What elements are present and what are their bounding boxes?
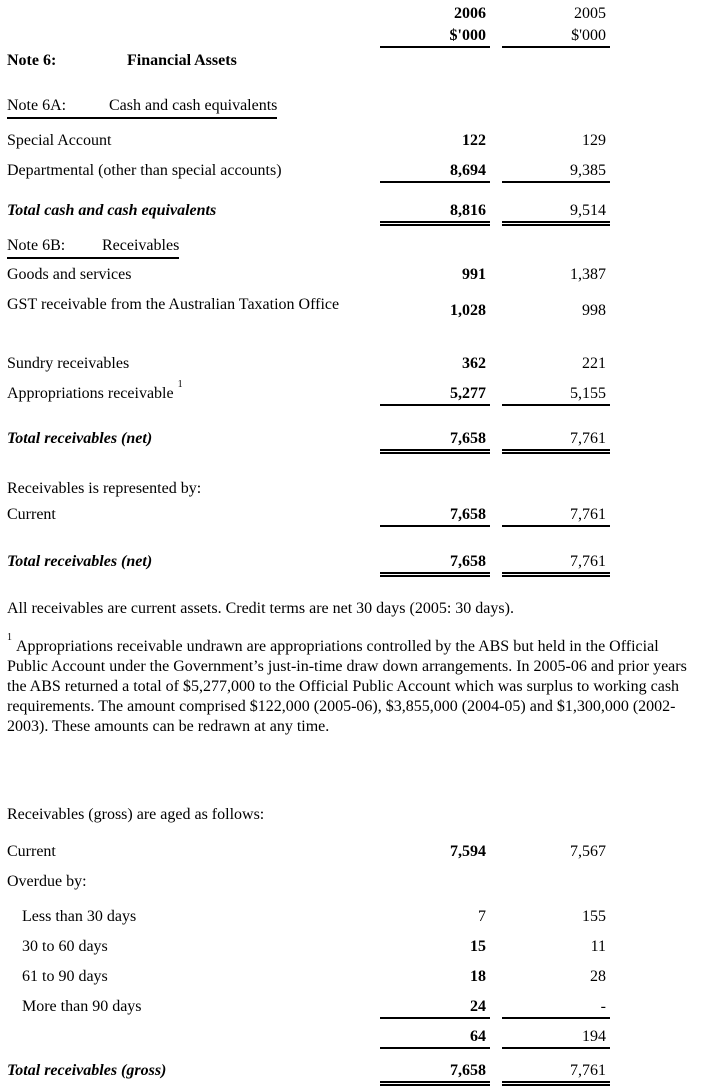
- table-row-total-receivables-net: [0, 429, 714, 454]
- table-row-30-to-60-days: [0, 937, 714, 957]
- column-header-2005: 2005: [574, 5, 606, 22]
- value-2005: 7,761: [502, 429, 610, 454]
- table-row-less-than-30-days: [0, 907, 714, 927]
- row-label: Total receivables (gross): [7, 1062, 167, 1079]
- value-2006: 7,658: [380, 429, 490, 454]
- row-label: 61 to 90 days: [22, 968, 108, 985]
- footnote-paragraph: [7, 631, 702, 737]
- row-label: Less than 30 days: [22, 908, 137, 925]
- note6b-heading: [0, 236, 714, 259]
- row-label: Current: [7, 506, 56, 523]
- table-row-gst-receivable: [0, 295, 714, 319]
- value-2005: 7,567: [570, 843, 606, 860]
- note6-label: Note 6:: [7, 52, 57, 69]
- value-2005: 7,761: [502, 552, 610, 577]
- row-label: Total receivables (net): [7, 430, 153, 447]
- table-row-sundry-receivables: [0, 354, 714, 374]
- value-2006: 8,694: [380, 161, 490, 183]
- row-label: Total cash and cash equivalents: [7, 202, 217, 219]
- value-2006: 1,028: [450, 302, 486, 319]
- value-2005: 28: [590, 968, 606, 985]
- value-2005: 9,514: [502, 201, 610, 226]
- table-row-more-than-90-days: [0, 997, 714, 1019]
- value-2006: 15: [470, 938, 486, 955]
- credit-terms-paragraph: All receivables are current assets. Credit terms are net 30 days (2005: 30 days).: [7, 600, 514, 617]
- value-2006: 991: [462, 266, 486, 283]
- note6b-label: Note 6B:: [7, 237, 66, 254]
- row-label: Appropriations receivable: [7, 385, 174, 402]
- value-2006: 362: [462, 355, 486, 372]
- value-2005: 129: [582, 132, 606, 149]
- row-label: Goods and services: [7, 266, 132, 283]
- note6a-heading: [0, 96, 714, 119]
- table-row-total-receivables-net-2: [0, 552, 714, 577]
- row-label: Total receivables (net): [7, 553, 153, 570]
- table-row-special-account: [0, 131, 714, 151]
- note6b-title: Receivables: [102, 237, 180, 254]
- value-2005: 194: [502, 1027, 610, 1049]
- value-2005: -: [502, 997, 610, 1019]
- column-year-header-row: [0, 4, 714, 24]
- row-label: Departmental (other than special accounts): [7, 162, 282, 179]
- aged-intro-paragraph: Receivables (gross) are aged as follows:: [7, 806, 265, 823]
- column-unit-header-row: [0, 26, 714, 48]
- value-2005: 7,761: [502, 1061, 610, 1086]
- column-unit-2005: $'000: [502, 26, 610, 48]
- column-unit-2006: $'000: [380, 26, 490, 48]
- value-2005: 1,387: [570, 266, 606, 283]
- value-2006: 5,277: [380, 384, 490, 406]
- value-2005: 11: [590, 938, 606, 955]
- table-row-total-receivables-gross: [0, 1061, 714, 1086]
- row-label: 30 to 60 days: [22, 938, 108, 955]
- overdue-by-label-row: Overdue by:: [7, 873, 87, 890]
- note6a-title: Cash and cash equivalents: [109, 97, 278, 114]
- row-label: Current: [7, 843, 56, 860]
- note6-heading: [0, 51, 714, 71]
- row-label: Sundry receivables: [7, 355, 130, 372]
- value-2005: 221: [582, 355, 606, 372]
- table-row-current-gross: [0, 842, 714, 862]
- value-2006: 7: [478, 908, 486, 925]
- value-2005: 998: [582, 302, 606, 319]
- row-label: GST receivable from the Australian Taxation Office: [7, 296, 340, 313]
- row-label: More than 90 days: [22, 998, 142, 1015]
- table-row-goods-services: [0, 265, 714, 285]
- value-2005: 9,385: [502, 161, 610, 183]
- row-label: Special Account: [7, 132, 112, 149]
- represented-by-intro: Receivables is represented by:: [7, 480, 202, 497]
- footnote-text: Appropriations receivable undrawn are appropriations controlled by the ABS but held in the Official Public Account under the Government’s just-in-time draw down arrangements. In 2005-06 and prior years the ABS returned a total of $5,277,000 to the Official Public Account which was surplus to working cash requirements. The amount comprised $122,000 (2005-06), $3,855,000 (2004-05) and $1,300,000 (2002-2003). These amounts can be redrawn at any time.: [7, 638, 687, 735]
- value-2006: 7,658: [380, 1061, 490, 1086]
- value-2006: 7,594: [450, 843, 486, 860]
- column-header-2006: 2006: [454, 5, 486, 22]
- value-2006: 64: [380, 1027, 490, 1049]
- table-row-61-to-90-days: [0, 967, 714, 987]
- table-row-total-cash: [0, 201, 714, 226]
- note6-title: Financial Assets: [127, 52, 237, 69]
- footnote-reference: 1: [177, 378, 183, 390]
- table-row-departmental: [0, 161, 714, 183]
- value-2006: 7,658: [380, 505, 490, 527]
- value-2005: 155: [582, 908, 606, 925]
- row-label: [7, 1027, 380, 1049]
- spacer: [7, 26, 380, 48]
- value-2006: 122: [462, 132, 486, 149]
- value-2006: 7,658: [380, 552, 490, 577]
- value-2005: 7,761: [502, 505, 610, 527]
- table-row-current-net: [0, 505, 714, 527]
- note6a-label: Note 6A:: [7, 97, 67, 114]
- value-2006: 8,816: [380, 201, 490, 226]
- table-row-overdue-subtotal: [0, 1027, 714, 1049]
- spacer: [7, 4, 380, 24]
- value-2005: 5,155: [502, 384, 610, 406]
- footnote-marker: 1: [7, 631, 12, 643]
- value-2006: 18: [470, 968, 486, 985]
- table-row-appropriations-receivable: [0, 378, 714, 406]
- value-2006: 24: [380, 997, 490, 1019]
